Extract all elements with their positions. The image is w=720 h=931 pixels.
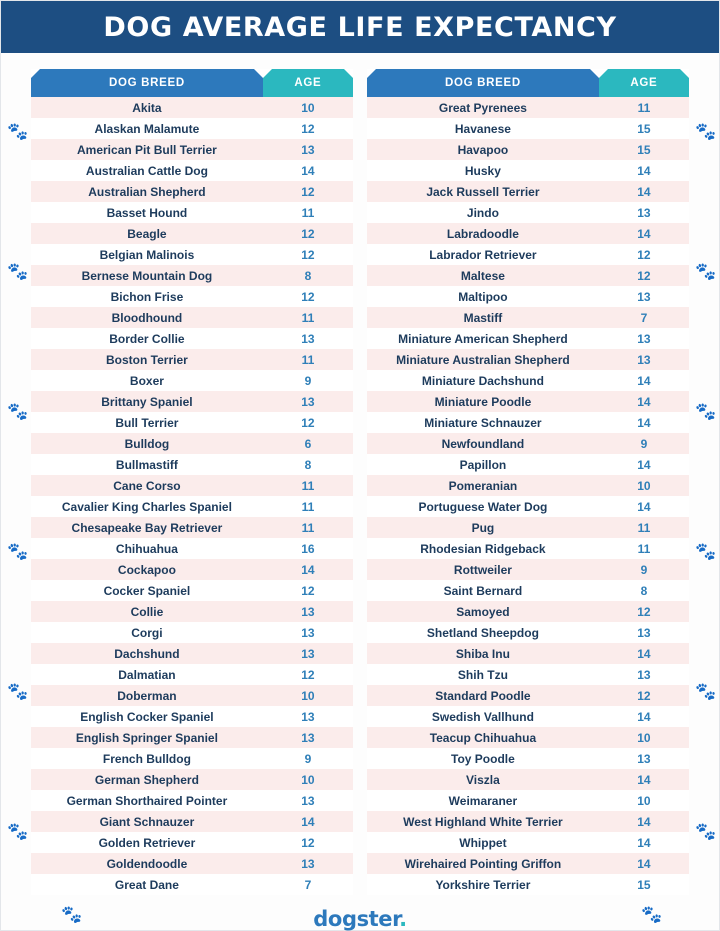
paw-print-icon: 🐾 <box>695 122 717 141</box>
age-value-cell: 13 <box>263 622 353 643</box>
table-row <box>31 601 353 622</box>
breed-name-cell: Australian Shepherd <box>31 181 263 202</box>
table-row <box>367 244 689 265</box>
table-body-right <box>367 97 689 895</box>
table-row <box>31 307 353 328</box>
age-value-cell: 12 <box>599 685 689 706</box>
table-row <box>367 181 689 202</box>
breed-name-cell: Shiba Inu <box>367 643 599 664</box>
table-row <box>367 139 689 160</box>
paw-print-icon: 🐾 <box>7 262 29 281</box>
age-value-cell: 7 <box>599 307 689 328</box>
age-value-cell: 10 <box>599 727 689 748</box>
breed-name-cell: Collie <box>31 601 263 622</box>
age-value-cell: 14 <box>599 832 689 853</box>
age-value-cell: 13 <box>263 790 353 811</box>
breed-name-cell: Labradoodle <box>367 223 599 244</box>
age-value-cell: 13 <box>263 706 353 727</box>
breed-name-cell: Cocker Spaniel <box>31 580 263 601</box>
table-row <box>31 349 353 370</box>
breed-name-cell: Miniature American Shepherd <box>367 328 599 349</box>
left-column <box>31 69 353 895</box>
table-row <box>367 832 689 853</box>
table-row <box>367 412 689 433</box>
age-value-cell: 10 <box>599 475 689 496</box>
age-value-cell: 6 <box>263 433 353 454</box>
table-row <box>367 517 689 538</box>
paw-print-icon: 🐾 <box>7 682 29 701</box>
table-row <box>367 727 689 748</box>
table-row <box>31 181 353 202</box>
table-row <box>367 433 689 454</box>
table-row <box>31 664 353 685</box>
age-value-cell: 13 <box>599 286 689 307</box>
table-row <box>31 748 353 769</box>
table-row <box>367 706 689 727</box>
age-value-cell: 11 <box>263 349 353 370</box>
age-value-cell: 13 <box>263 601 353 622</box>
breed-name-cell: West Highland White Terrier <box>367 811 599 832</box>
breed-name-cell: Doberman <box>31 685 263 706</box>
table-row <box>31 328 353 349</box>
breed-name-cell: Whippet <box>367 832 599 853</box>
paw-print-icon: 🐾 <box>641 905 663 924</box>
age-value-cell: 14 <box>599 391 689 412</box>
breed-name-cell: Pug <box>367 517 599 538</box>
table-row <box>31 769 353 790</box>
table-row <box>367 664 689 685</box>
breed-name-cell: Miniature Schnauzer <box>367 412 599 433</box>
breed-name-cell: Newfoundland <box>367 433 599 454</box>
table-row <box>31 454 353 475</box>
age-value-cell: 14 <box>599 769 689 790</box>
age-value-cell: 8 <box>263 454 353 475</box>
age-value-cell: 14 <box>599 811 689 832</box>
table-row <box>367 349 689 370</box>
age-value-cell: 14 <box>599 223 689 244</box>
table-row <box>31 370 353 391</box>
table-row <box>31 853 353 874</box>
table-row <box>31 475 353 496</box>
breed-name-cell: Brittany Spaniel <box>31 391 263 412</box>
breed-name-cell: Bichon Frise <box>31 286 263 307</box>
age-value-cell: 13 <box>599 349 689 370</box>
breed-name-cell: English Springer Spaniel <box>31 727 263 748</box>
paw-print-icon: 🐾 <box>7 542 29 561</box>
age-value-cell: 8 <box>599 580 689 601</box>
breed-table-right <box>367 69 689 895</box>
age-value-cell: 15 <box>599 874 689 895</box>
breed-name-cell: Chihuahua <box>31 538 263 559</box>
breed-name-cell: Miniature Dachshund <box>367 370 599 391</box>
table-row <box>367 160 689 181</box>
breed-name-cell: Wirehaired Pointing Griffon <box>367 853 599 874</box>
table-row <box>31 244 353 265</box>
age-value-cell: 14 <box>599 412 689 433</box>
breed-name-cell: Papillon <box>367 454 599 475</box>
age-value-cell: 16 <box>263 538 353 559</box>
breed-name-cell: German Shorthaired Pointer <box>31 790 263 811</box>
table-row <box>31 811 353 832</box>
table-row <box>367 370 689 391</box>
table-row <box>31 622 353 643</box>
age-value-cell: 14 <box>599 181 689 202</box>
age-value-cell: 13 <box>599 748 689 769</box>
age-value-cell: 12 <box>599 601 689 622</box>
breed-name-cell: Great Pyrenees <box>367 97 599 118</box>
age-value-cell: 13 <box>599 664 689 685</box>
table-row <box>31 790 353 811</box>
table-row <box>31 496 353 517</box>
table-row <box>31 118 353 139</box>
table-row <box>367 601 689 622</box>
breed-name-cell: Portuguese Water Dog <box>367 496 599 517</box>
age-value-cell: 12 <box>263 223 353 244</box>
table-row <box>367 643 689 664</box>
breed-name-cell: French Bulldog <box>31 748 263 769</box>
table-header-row <box>367 69 689 97</box>
table-row <box>367 118 689 139</box>
breed-name-cell: Rhodesian Ridgeback <box>367 538 599 559</box>
table-row <box>367 559 689 580</box>
table-row <box>367 811 689 832</box>
table-row <box>31 433 353 454</box>
table-row <box>367 496 689 517</box>
table-row <box>31 202 353 223</box>
age-value-cell: 11 <box>263 202 353 223</box>
breed-name-cell: Golden Retriever <box>31 832 263 853</box>
breed-name-cell: Mastiff <box>367 307 599 328</box>
breed-name-cell: American Pit Bull Terrier <box>31 139 263 160</box>
age-value-cell: 12 <box>263 580 353 601</box>
breed-name-cell: Boxer <box>31 370 263 391</box>
tables-container <box>1 53 719 895</box>
age-value-cell: 12 <box>263 118 353 139</box>
table-row <box>367 538 689 559</box>
age-value-cell: 13 <box>599 328 689 349</box>
breed-name-cell: Alaskan Malamute <box>31 118 263 139</box>
table-row <box>31 223 353 244</box>
table-row <box>367 391 689 412</box>
breed-name-cell: Cane Corso <box>31 475 263 496</box>
table-row <box>367 790 689 811</box>
age-value-cell: 11 <box>599 538 689 559</box>
breed-name-cell: Havapoo <box>367 139 599 160</box>
logo-text: dogster <box>313 907 400 931</box>
table-header-row <box>31 69 353 97</box>
table-row <box>31 685 353 706</box>
breed-name-cell: Shetland Sheepdog <box>367 622 599 643</box>
breed-name-cell: Swedish Vallhund <box>367 706 599 727</box>
breed-name-cell: Pomeranian <box>367 475 599 496</box>
table-row <box>31 727 353 748</box>
age-value-cell: 14 <box>263 160 353 181</box>
table-row <box>31 97 353 118</box>
table-body-left <box>31 97 353 895</box>
age-value-cell: 11 <box>599 97 689 118</box>
breed-name-cell: Samoyed <box>367 601 599 622</box>
breed-name-cell: Bullmastiff <box>31 454 263 475</box>
dogster-logo <box>313 907 406 931</box>
breed-name-cell: Miniature Australian Shepherd <box>367 349 599 370</box>
breed-name-cell: Cavalier King Charles Spaniel <box>31 496 263 517</box>
table-row <box>31 391 353 412</box>
paw-print-icon: 🐾 <box>7 822 29 841</box>
table-row <box>31 160 353 181</box>
breed-name-cell: Jack Russell Terrier <box>367 181 599 202</box>
breed-name-cell: Cockapoo <box>31 559 263 580</box>
breed-name-cell: German Shepherd <box>31 769 263 790</box>
logo-accent-dot: . <box>399 907 407 931</box>
breed-name-cell: Maltese <box>367 265 599 286</box>
breed-name-cell: Husky <box>367 160 599 181</box>
breed-name-cell: Standard Poodle <box>367 685 599 706</box>
column-header-age: AGE <box>263 69 353 97</box>
breed-name-cell: Viszla <box>367 769 599 790</box>
breed-name-cell: Australian Cattle Dog <box>31 160 263 181</box>
breed-name-cell: Border Collie <box>31 328 263 349</box>
breed-name-cell: Bloodhound <box>31 307 263 328</box>
table-row <box>367 748 689 769</box>
table-row <box>367 580 689 601</box>
breed-name-cell: Bulldog <box>31 433 263 454</box>
paw-print-icon: 🐾 <box>695 822 717 841</box>
age-value-cell: 14 <box>599 643 689 664</box>
breed-name-cell: Beagle <box>31 223 263 244</box>
breed-name-cell: Bernese Mountain Dog <box>31 265 263 286</box>
table-row <box>31 643 353 664</box>
table-row <box>31 580 353 601</box>
breed-name-cell: English Cocker Spaniel <box>31 706 263 727</box>
table-row <box>31 265 353 286</box>
page-header <box>1 1 719 53</box>
breed-name-cell: Havanese <box>367 118 599 139</box>
age-value-cell: 12 <box>599 265 689 286</box>
table-row <box>367 223 689 244</box>
age-value-cell: 13 <box>263 727 353 748</box>
age-value-cell: 14 <box>263 559 353 580</box>
age-value-cell: 9 <box>263 748 353 769</box>
table-row <box>367 265 689 286</box>
column-header-breed: DOG BREED <box>367 69 599 97</box>
table-row <box>367 853 689 874</box>
breed-name-cell: Dalmatian <box>31 664 263 685</box>
breed-name-cell: Boston Terrier <box>31 349 263 370</box>
breed-name-cell: Akita <box>31 97 263 118</box>
breed-name-cell: Toy Poodle <box>367 748 599 769</box>
breed-name-cell: Goldendoodle <box>31 853 263 874</box>
age-value-cell: 12 <box>263 286 353 307</box>
paw-print-icon: 🐾 <box>695 262 717 281</box>
paw-print-icon: 🐾 <box>61 905 83 924</box>
breed-name-cell: Belgian Malinois <box>31 244 263 265</box>
age-value-cell: 14 <box>599 853 689 874</box>
age-value-cell: 14 <box>599 496 689 517</box>
breed-name-cell: Bull Terrier <box>31 412 263 433</box>
age-value-cell: 8 <box>263 265 353 286</box>
table-row <box>31 706 353 727</box>
age-value-cell: 14 <box>599 370 689 391</box>
table-row <box>367 685 689 706</box>
breed-name-cell: Weimaraner <box>367 790 599 811</box>
age-value-cell: 13 <box>263 643 353 664</box>
age-value-cell: 10 <box>263 97 353 118</box>
table-row <box>367 97 689 118</box>
age-value-cell: 11 <box>599 517 689 538</box>
paw-print-icon: 🐾 <box>695 402 717 421</box>
age-value-cell: 9 <box>599 559 689 580</box>
age-value-cell: 14 <box>599 454 689 475</box>
table-row <box>367 874 689 895</box>
age-value-cell: 11 <box>263 496 353 517</box>
table-row <box>367 202 689 223</box>
breed-name-cell: Dachshund <box>31 643 263 664</box>
age-value-cell: 13 <box>263 139 353 160</box>
age-value-cell: 10 <box>263 685 353 706</box>
table-row <box>31 412 353 433</box>
age-value-cell: 12 <box>263 664 353 685</box>
breed-name-cell: Miniature Poodle <box>367 391 599 412</box>
age-value-cell: 7 <box>263 874 353 895</box>
table-row <box>31 874 353 895</box>
table-row <box>367 286 689 307</box>
breed-name-cell: Teacup Chihuahua <box>367 727 599 748</box>
breed-name-cell: Corgi <box>31 622 263 643</box>
breed-name-cell: Basset Hound <box>31 202 263 223</box>
age-value-cell: 12 <box>263 832 353 853</box>
table-row <box>367 307 689 328</box>
table-row <box>31 832 353 853</box>
column-header-breed: DOG BREED <box>31 69 263 97</box>
age-value-cell: 15 <box>599 118 689 139</box>
table-row <box>367 475 689 496</box>
age-value-cell: 13 <box>263 853 353 874</box>
age-value-cell: 12 <box>263 412 353 433</box>
age-value-cell: 11 <box>263 475 353 496</box>
right-column <box>367 69 689 895</box>
breed-name-cell: Labrador Retriever <box>367 244 599 265</box>
table-row <box>31 286 353 307</box>
breed-name-cell: Maltipoo <box>367 286 599 307</box>
age-value-cell: 9 <box>263 370 353 391</box>
age-value-cell: 9 <box>599 433 689 454</box>
age-value-cell: 14 <box>599 706 689 727</box>
age-value-cell: 14 <box>263 811 353 832</box>
breed-table-left <box>31 69 353 895</box>
breed-name-cell: Great Dane <box>31 874 263 895</box>
page-title: DOG AVERAGE LIFE EXPECTANCY <box>103 11 617 43</box>
breed-name-cell: Yorkshire Terrier <box>367 874 599 895</box>
table-row <box>367 769 689 790</box>
table-row <box>367 622 689 643</box>
table-row <box>31 139 353 160</box>
column-header-age: AGE <box>599 69 689 97</box>
breed-name-cell: Chesapeake Bay Retriever <box>31 517 263 538</box>
age-value-cell: 12 <box>263 244 353 265</box>
paw-print-icon: 🐾 <box>695 682 717 701</box>
page-footer <box>1 895 719 931</box>
age-value-cell: 12 <box>599 244 689 265</box>
table-row <box>31 517 353 538</box>
breed-name-cell: Giant Schnauzer <box>31 811 263 832</box>
breed-name-cell: Jindo <box>367 202 599 223</box>
age-value-cell: 11 <box>263 307 353 328</box>
table-row <box>31 538 353 559</box>
age-value-cell: 13 <box>263 328 353 349</box>
age-value-cell: 13 <box>263 391 353 412</box>
age-value-cell: 13 <box>599 622 689 643</box>
paw-print-icon: 🐾 <box>695 542 717 561</box>
age-value-cell: 15 <box>599 139 689 160</box>
age-value-cell: 13 <box>599 202 689 223</box>
age-value-cell: 14 <box>599 160 689 181</box>
breed-name-cell: Rottweiler <box>367 559 599 580</box>
table-row <box>31 559 353 580</box>
age-value-cell: 10 <box>263 769 353 790</box>
table-row <box>367 328 689 349</box>
breed-name-cell: Saint Bernard <box>367 580 599 601</box>
paw-print-icon: 🐾 <box>7 122 29 141</box>
age-value-cell: 11 <box>263 517 353 538</box>
breed-name-cell: Shih Tzu <box>367 664 599 685</box>
age-value-cell: 10 <box>599 790 689 811</box>
table-row <box>367 454 689 475</box>
paw-print-icon: 🐾 <box>7 402 29 421</box>
age-value-cell: 12 <box>263 181 353 202</box>
